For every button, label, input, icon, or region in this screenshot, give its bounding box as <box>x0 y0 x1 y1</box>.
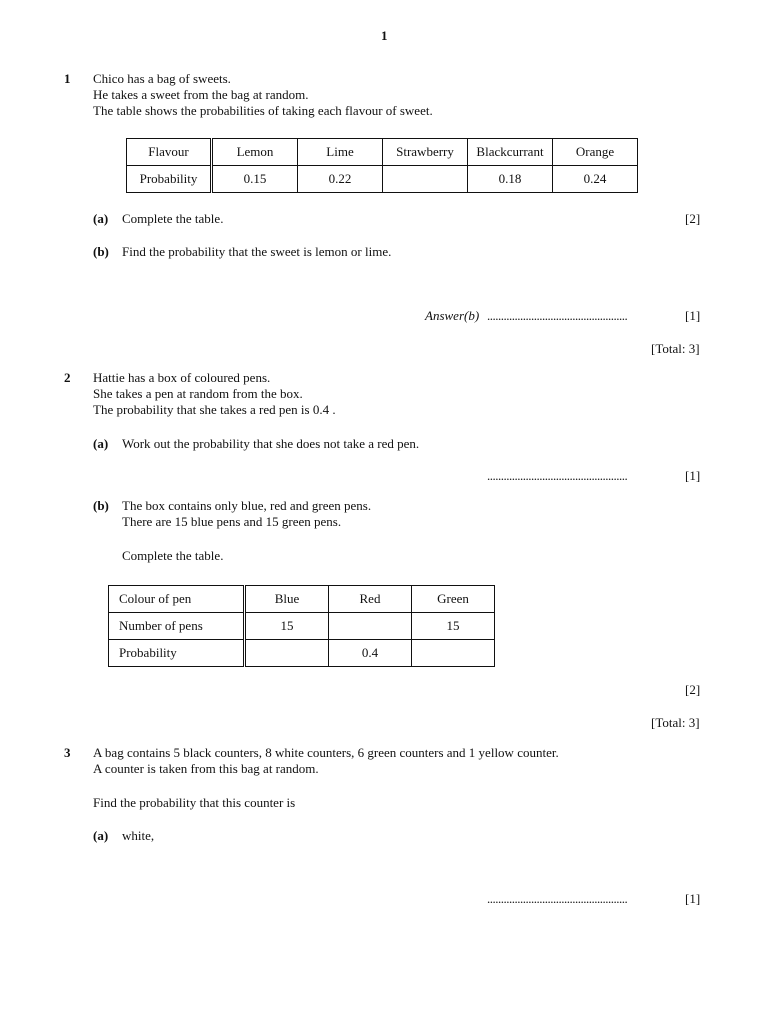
q1-prob-lime: 0.22 <box>298 166 383 193</box>
q2-total: [Total: 3] <box>651 715 700 730</box>
q1-prob-orange: 0.24 <box>553 166 638 193</box>
q2b-instruction: Complete the table. <box>122 548 224 563</box>
q2-pens-table <box>108 585 495 667</box>
q1-prob-blackcurrant: 0.18 <box>468 166 553 193</box>
q2-table-header-blue: Blue <box>245 586 329 613</box>
q1-number: 1 <box>64 71 71 86</box>
q1-table-row1-label: Flavour <box>127 139 212 166</box>
q3-instruction: Find the probability that this counter is <box>93 795 296 810</box>
q2-prob-blue-blank[interactable] <box>245 640 329 667</box>
q3a-answer-line[interactable]: ................................................... <box>487 891 628 906</box>
q2-line-1: Hattie has a box of coloured pens. <box>93 370 271 385</box>
q2-number-blue: 15 <box>245 613 329 640</box>
page-number: 1 <box>381 28 388 43</box>
q2-row-number-label: Number of pens <box>109 613 245 640</box>
q2-table-header-colour: Colour of pen <box>109 586 245 613</box>
q2-number: 2 <box>64 370 71 385</box>
q2a-label: (a) <box>93 436 109 451</box>
q3a-marks: [1] <box>685 891 701 906</box>
q1b-text: Find the probability that the sweet is lemon or lime. <box>122 244 392 259</box>
q1-line-3: The table shows the probabilities of taking each flavour of sweet. <box>93 103 433 118</box>
q1a-label: (a) <box>93 211 109 226</box>
q1-prob-strawberry-blank[interactable] <box>383 166 468 193</box>
q2-line-3: The probability that she takes a red pen is 0.4 . <box>93 402 336 417</box>
q2-number-red-blank[interactable] <box>329 613 412 640</box>
q2-table-header-green: Green <box>412 586 495 613</box>
q2-number-green: 15 <box>412 613 495 640</box>
q2b-marks: [2] <box>685 682 701 697</box>
q3-line-1: A bag contains 5 black counters, 8 white counters, 6 green counters and 1 yellow counter. <box>93 745 559 760</box>
q2-table-header-red: Red <box>329 586 412 613</box>
q1-flavour-lemon: Lemon <box>212 139 298 166</box>
q2-row-probability-label: Probability <box>109 640 245 667</box>
q1-prob-lemon: 0.15 <box>212 166 298 193</box>
q1b-marks: [1] <box>685 308 701 323</box>
q1-table-row2-label: Probability <box>127 166 212 193</box>
q2a-text: Work out the probability that she does not take a red pen. <box>122 436 420 451</box>
q1-flavour-table <box>126 138 638 193</box>
q2-prob-red: 0.4 <box>329 640 412 667</box>
q2a-marks: [1] <box>685 468 701 483</box>
q1a-text: Complete the table. <box>122 211 224 226</box>
q3-line-2: A counter is taken from this bag at random. <box>93 761 319 776</box>
q3a-label: (a) <box>93 828 109 843</box>
q3a-text: white, <box>122 828 155 843</box>
q2b-line-2: There are 15 blue pens and 15 green pens. <box>122 514 342 529</box>
q3-number: 3 <box>64 745 71 760</box>
q1-flavour-strawberry: Strawberry <box>383 139 468 166</box>
q1b-answer-line[interactable]: ................................................... <box>487 308 628 323</box>
q1-total: [Total: 3] <box>651 341 700 356</box>
q1-flavour-blackcurrant: Blackcurrant <box>468 139 553 166</box>
q2a-answer-line[interactable]: ................................................... <box>487 468 628 483</box>
q1-line-1: Chico has a bag of sweets. <box>93 71 231 86</box>
q2b-line-1: The box contains only blue, red and green pens. <box>122 498 372 513</box>
q2b-label: (b) <box>93 498 109 513</box>
q1b-label: (b) <box>93 244 109 259</box>
q1-flavour-lime: Lime <box>298 139 383 166</box>
q2-prob-green-blank[interactable] <box>412 640 495 667</box>
q1-line-2: He takes a sweet from the bag at random. <box>93 87 309 102</box>
q2-line-2: She takes a pen at random from the box. <box>93 386 303 401</box>
q1b-answer-label: Answer(b) <box>425 308 480 323</box>
q1a-marks: [2] <box>685 211 701 226</box>
q1-flavour-orange: Orange <box>553 139 638 166</box>
